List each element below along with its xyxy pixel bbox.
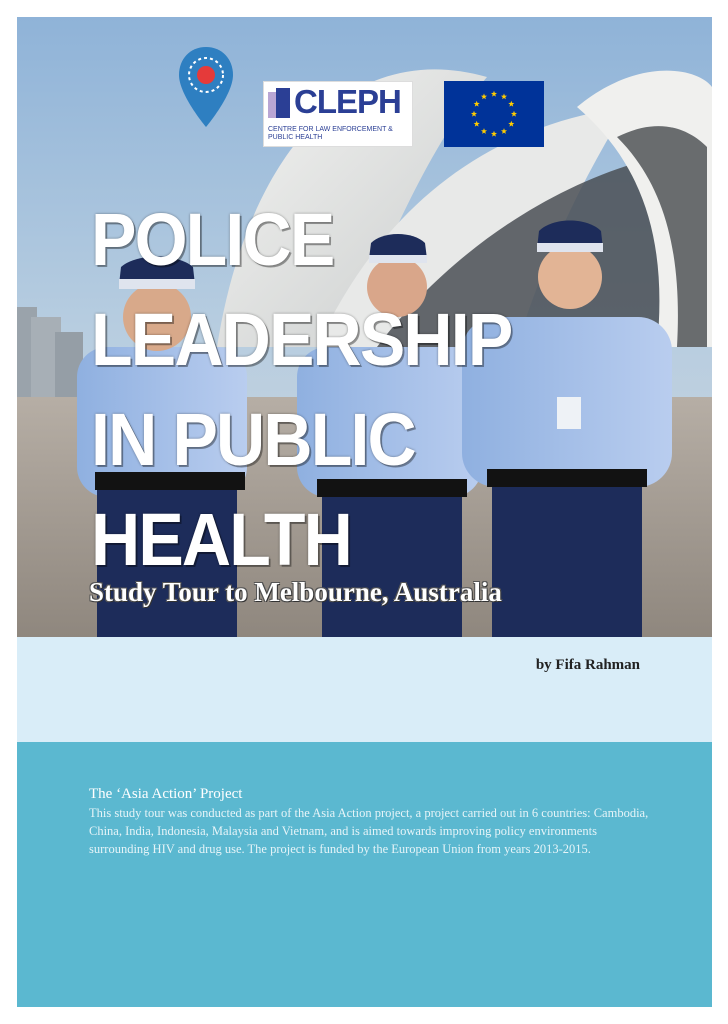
- eu-star-icon: [508, 101, 514, 107]
- logo-row: [17, 45, 712, 145]
- cleph-logo: [263, 81, 413, 147]
- eu-star-icon: [481, 128, 487, 134]
- cover-subtitle: Study Tour to Melbourne, Australia: [89, 577, 502, 607]
- eu-star-icon: [491, 91, 497, 97]
- eu-star-icon: [474, 121, 480, 127]
- title-line: POLICE: [91, 198, 334, 281]
- project-info-band: [17, 742, 712, 1007]
- eu-star-icon: [508, 121, 514, 127]
- cover-photo: [17, 17, 712, 637]
- eu-star-icon: [501, 93, 507, 99]
- cleph-mark-icon: [266, 86, 292, 122]
- cover-title: [91, 190, 691, 590]
- title-line: IN PUBLIC: [91, 398, 415, 481]
- title-line: LEADERSHIP: [91, 298, 512, 381]
- project-description: This study tour was conducted as part of the Asia Action project, a project carried out in 6 countries: Cambodia, China, India, Indonesia, Malaysia and Vietnam, and is aimed towards improving policy environments surrounding HIV and drug use. The project is funded by the European Union from years 2013-2015.: [89, 806, 649, 856]
- author-name: by Fifa Rahman: [535, 657, 640, 673]
- eu-star-icon: [481, 93, 487, 99]
- asia-action-pin-logo: [177, 45, 235, 129]
- cleph-subtitle: CENTRE FOR LAW ENFORCEMENT & PUBLIC HEALTH: [268, 126, 393, 141]
- author-band: [17, 637, 712, 742]
- eu-flag-logo: [444, 81, 544, 147]
- eu-star-icon: [511, 111, 517, 117]
- eu-star-icon: [471, 111, 477, 117]
- project-heading: The ‘Asia Action’ Project: [89, 786, 243, 802]
- eu-star-icon: [474, 101, 480, 107]
- title-line: HEALTH: [91, 498, 351, 581]
- eu-stars-icon: [444, 81, 544, 147]
- cleph-name: CLEPH: [294, 83, 401, 120]
- eu-star-icon: [491, 131, 497, 137]
- eu-star-icon: [501, 128, 507, 134]
